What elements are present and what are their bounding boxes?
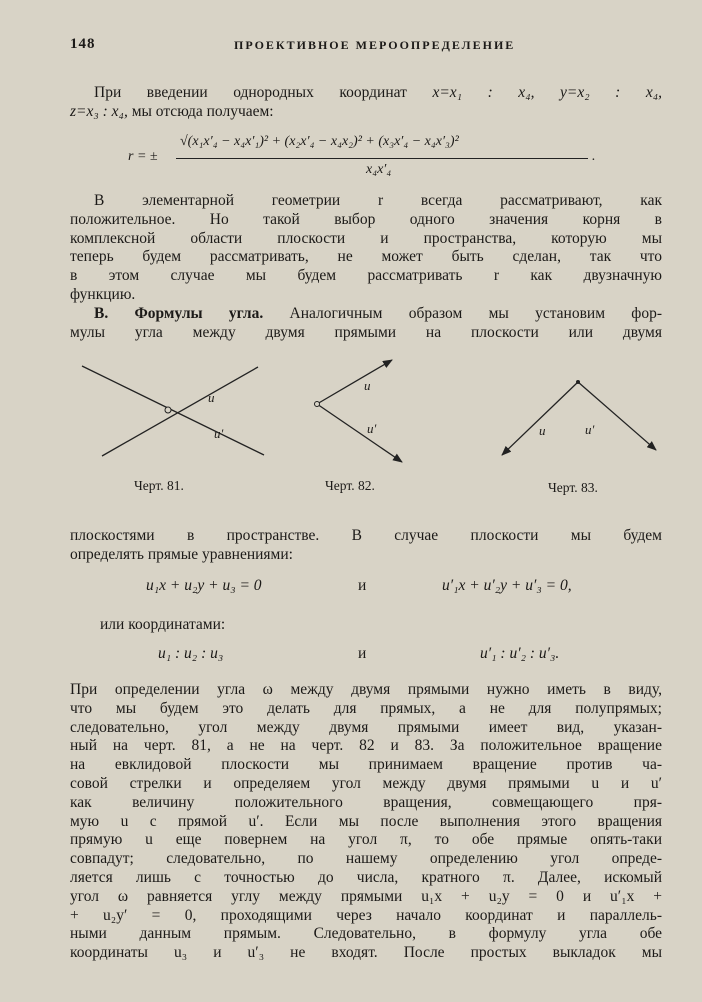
fig83-label-u: u bbox=[539, 423, 546, 438]
fig82-label-u-prime: u′ bbox=[367, 421, 377, 436]
figure-81-lines bbox=[82, 366, 264, 456]
text-line: функцию. bbox=[70, 285, 136, 303]
fig83-ray-u-prime bbox=[578, 382, 656, 450]
equation-and: и bbox=[358, 577, 367, 594]
section-heading: В. Формулы угла. bbox=[94, 305, 264, 322]
text-line: ными данным прямым. Следовательно, в формулу угла обе bbox=[70, 925, 662, 943]
fig81-line-2 bbox=[102, 367, 258, 456]
text-line: как величину положительного вращения, совмещающего пря- bbox=[70, 793, 662, 811]
text-line: В. Формулы угла. Аналогичным образом мы установим фор- bbox=[94, 305, 662, 322]
text-line: ный на черт. 81, а не на черт. 82 и 83. За положительное вращение bbox=[70, 737, 662, 755]
formula-numerator: √(x₁x′₄ − x₄x′₁)² + (x₂x′₄ − x₄x₂)² + (x₃x′₄ − x₄x′₃)² bbox=[180, 134, 459, 149]
caption-fig-81: Черт. 81. bbox=[134, 478, 184, 493]
running-header: ПРОЕКТИВНОЕ МЕРООПРЕДЕЛЕНИЕ bbox=[234, 38, 516, 52]
text-line: ляется лишь с точностью до числа, кратного π. Далее, искомый bbox=[70, 868, 662, 886]
formula-end: . bbox=[592, 149, 596, 164]
fig81-vertex bbox=[165, 407, 171, 413]
paragraph-angle-definition bbox=[70, 681, 662, 963]
fig82-ray-u bbox=[317, 360, 392, 404]
fig83-vertex bbox=[576, 380, 580, 384]
text-line: плоскостями в пространстве. В случае плоскости мы будем bbox=[70, 527, 662, 544]
coords-u: u₁ : u₂ : u₃ bbox=[158, 645, 224, 662]
intro-line-1: При введении однородных координат x=x₁ : x₄, y=x₂ : x₄, bbox=[94, 84, 663, 101]
fig82-label-u: u bbox=[364, 378, 371, 393]
fig83-ray-u bbox=[502, 382, 578, 455]
equation-line-u: u₁x + u₂y + u₃ = 0 bbox=[146, 577, 262, 594]
text-line: + u₂y′ = 0, проходящими через начало координат и параллель- bbox=[70, 906, 662, 924]
text-line: положительное. Но такой выбор одного значения корня в bbox=[70, 210, 662, 228]
text-line: что мы будем это делать для прямых, а не для полупрямых; bbox=[70, 699, 662, 717]
text-line: мую u с прямой u′. Если мы после выполнения этого вращения bbox=[70, 812, 662, 830]
coords-label: или координатами: bbox=[100, 616, 226, 633]
text-line: определять прямые уравнениями: bbox=[70, 545, 293, 563]
caption-fig-82: Черт. 82. bbox=[325, 478, 375, 493]
text-line: теперь будем рассматривать, не может быть сделан, так что bbox=[70, 248, 662, 266]
text-line: на евклидовой плоскости мы принимаем вращение против ча- bbox=[70, 756, 662, 774]
formula-lhs: r = ± bbox=[128, 149, 158, 164]
text-line: В элементарной геометрии r всегда рассматривают, как bbox=[94, 192, 662, 209]
figure-82-lines bbox=[315, 360, 403, 462]
coords-u-prime: u′₁ : u′₂ : u′₃. bbox=[480, 645, 560, 662]
paragraph-line-equations bbox=[70, 527, 662, 565]
text-line: угол ω равняется углу между прямыми u₁x + u₂y = 0 и u′₁x + bbox=[70, 887, 662, 905]
formula-denominator: x₄x′₄ bbox=[366, 162, 392, 177]
fig82-vertex bbox=[315, 402, 320, 407]
fig83-label-u-prime: u′ bbox=[585, 422, 595, 437]
figure-83-lines bbox=[502, 380, 656, 455]
text-line: прямую u еще повернем на угол π, то обе прямые опять-таки bbox=[70, 831, 662, 849]
text-line: следовательно, угол между двумя прямыми имеет вид, указан- bbox=[70, 718, 662, 736]
text-line: комплексной области плоскости и пространства, которую мы bbox=[70, 229, 662, 247]
text-line: мулы угла между двумя прямыми на плоскости или двумя bbox=[70, 323, 662, 341]
intro-line-2: z=x₃ : x₄, мы отсюда получаем: bbox=[70, 102, 274, 120]
fig81-label-u-prime: u′ bbox=[214, 426, 224, 441]
coords-and: и bbox=[358, 645, 367, 662]
text-line: координаты u₃ и u′₃ не входят. После простых выкладок мы bbox=[70, 944, 662, 962]
text-line: совпадут; следовательно, по нашему определению угол опреде- bbox=[70, 850, 662, 868]
text-line: совой стрелки и определяем угол между двумя прямыми u и u′ bbox=[70, 774, 662, 792]
text-line: в этом случае мы будем рассматривать r как двузначную bbox=[70, 267, 662, 285]
caption-fig-83: Черт. 83. bbox=[548, 480, 598, 495]
equation-line-u-prime: u′₁x + u′₂y + u′₃ = 0, bbox=[442, 577, 572, 594]
fig82-ray-u-prime bbox=[317, 404, 402, 462]
fig81-label-u: u bbox=[208, 390, 215, 405]
text-line: При определении угла ω между двумя прямыми нужно иметь в виду, bbox=[70, 681, 662, 698]
page-number: 148 bbox=[70, 36, 96, 52]
